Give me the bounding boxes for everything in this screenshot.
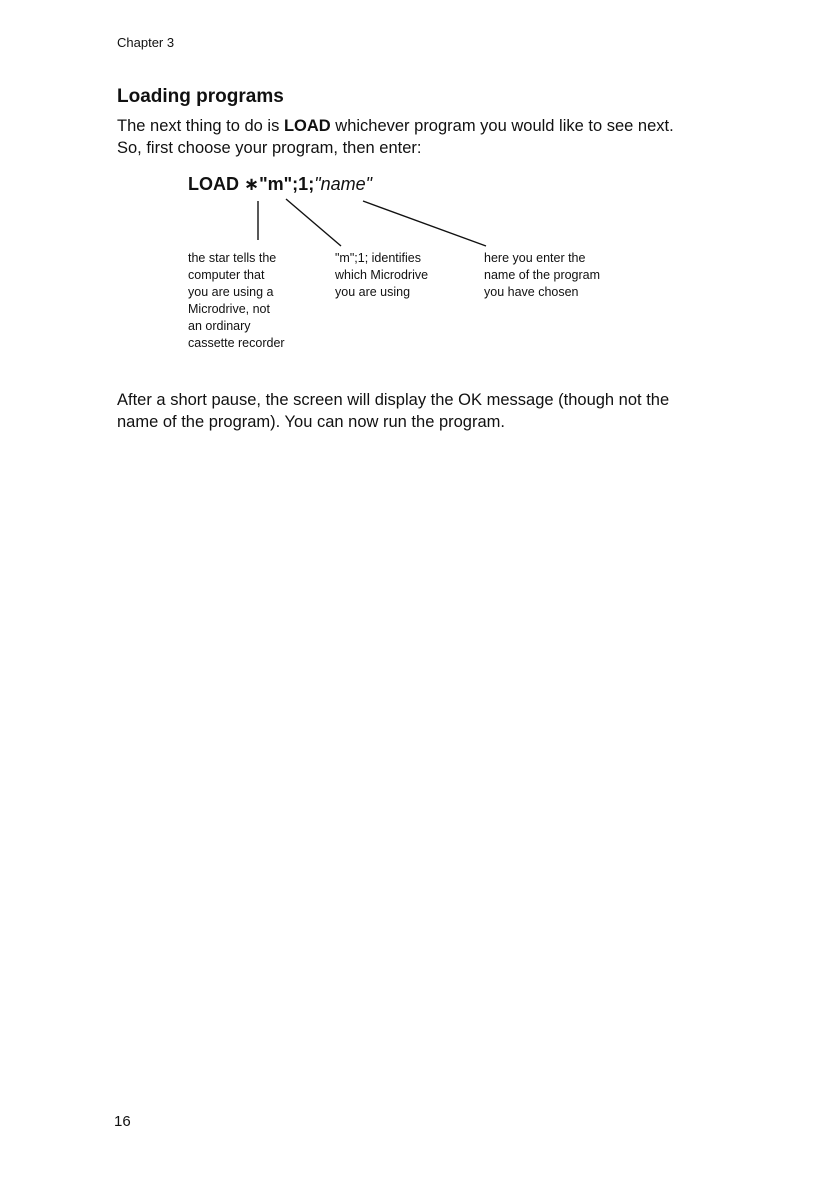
intro-line-2: So, first choose your program, then enter:	[117, 139, 422, 157]
annotation-line: cassette recorder	[188, 336, 285, 350]
annotation-microdrive	[335, 250, 480, 301]
command-name: "name"	[314, 174, 372, 194]
microdrive-pointer-line	[286, 199, 341, 246]
command-star: ∗	[244, 174, 260, 194]
page-number: 16	[114, 1113, 131, 1130]
annotation-line: you have chosen	[484, 285, 579, 299]
annotation-line: computer that	[188, 268, 265, 282]
annotation-star	[188, 250, 328, 352]
load-keyword: LOAD	[283, 117, 331, 135]
outro-line-2: name of the program). You can now run the program.	[117, 413, 505, 431]
section-heading: Loading programs	[117, 86, 284, 107]
annotation-name	[484, 250, 644, 301]
command-load: LOAD	[188, 174, 239, 194]
outro-line-1: After a short pause, the screen will display the OK message (though not the	[117, 391, 670, 409]
annotation-line: which Microdrive	[335, 268, 429, 282]
intro-text-before: The next thing to do is	[117, 117, 284, 135]
pointer-lines	[0, 0, 828, 260]
annotation-line: Microdrive, not	[188, 302, 270, 316]
annotation-line: "m";1; identifies	[335, 251, 421, 265]
outro-paragraph	[117, 389, 757, 433]
annotation-line: you are using a	[188, 285, 274, 299]
name-pointer-line	[363, 201, 486, 246]
intro-text-after: whichever program you would like to see next.	[330, 117, 674, 135]
running-header: Chapter 3	[117, 35, 175, 50]
command-params: "m";1;	[259, 174, 315, 194]
annotation-line: here you enter the	[484, 251, 586, 265]
annotation-line: an ordinary	[188, 319, 251, 333]
annotation-line: you are using	[335, 285, 411, 299]
annotation-line: name of the program	[484, 268, 601, 282]
annotation-line: the star tells the	[188, 251, 277, 265]
